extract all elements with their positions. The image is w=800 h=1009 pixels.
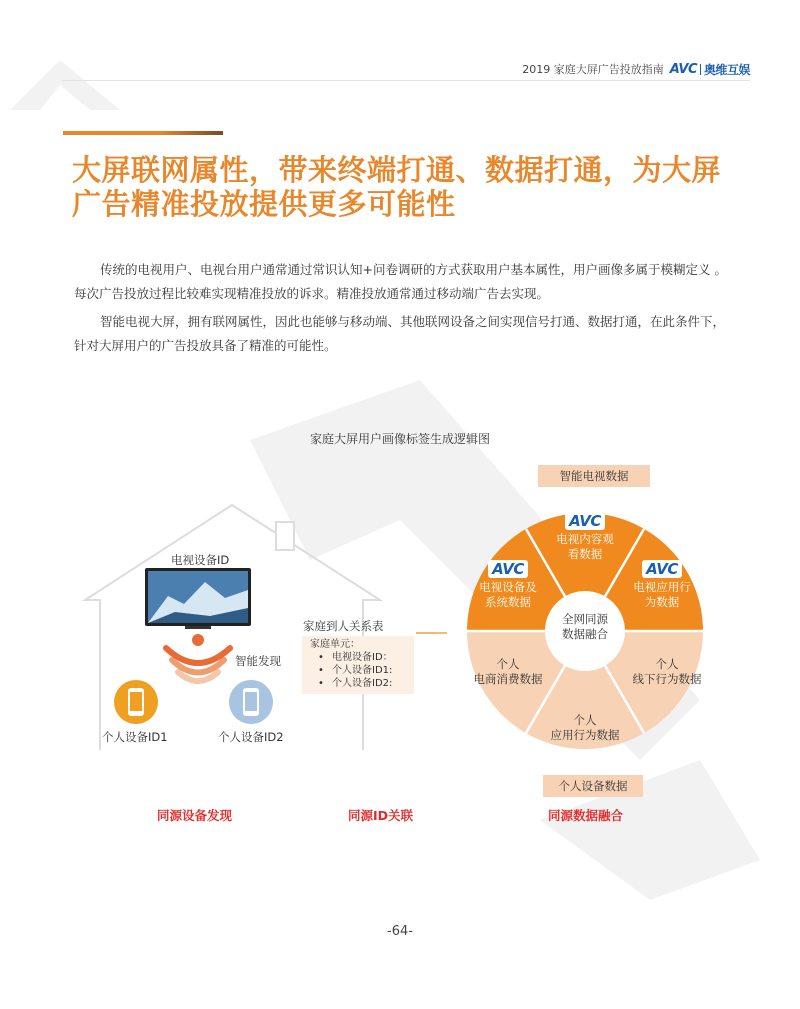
caption-data-fusion: 同源数据融合 [548, 808, 624, 823]
center-line-2: 数据融合 [562, 627, 608, 641]
segment-left-line2: 系统数据 [485, 595, 531, 609]
personal-data-tag: 个人设备数据 [543, 775, 643, 797]
header-text: 2019 家庭大屏广告投放指南 [522, 63, 664, 76]
phone-2-icon [229, 680, 273, 724]
segment-bottom-text [545, 713, 625, 743]
tv-device-label: 电视设备ID [171, 553, 230, 567]
segment-top-line1: 电视内容观 [556, 532, 614, 546]
avc-badge: AVC [488, 560, 528, 578]
relation-table-title: 家庭到人关系表 [303, 619, 384, 633]
page-title: 大屏联网属性，带来终端打通、数据打通，为大屏广告精准投放提供更多可能性 [72, 153, 722, 221]
relation-item: • 个人设备ID2: [310, 677, 410, 690]
relation-item: • 个人设备ID1: [310, 664, 410, 677]
segment-top-line2: 看数据 [567, 547, 603, 561]
segment-br-line2: 线下行为数据 [632, 672, 702, 686]
segment-right-line2: 为数据 [644, 595, 680, 609]
tv-data-tag: 智能电视数据 [538, 465, 650, 487]
relation-item: • 电视设备ID： [310, 651, 410, 664]
caption-id-association: 同源ID关联 [348, 808, 414, 823]
relation-table [302, 636, 414, 694]
segment-bl-text [468, 657, 548, 687]
segment-left-text [468, 560, 548, 610]
segment-br-text [627, 657, 707, 687]
body-paragraph-2: 智能电视大屏，拥有联网属性，因此也能够与移动端、其他联网设备之间实现信号打通、数据打通，在此条件下，针对大屏用户的广告投放具备了精准的可能性。 [74, 314, 726, 353]
house-chimney [276, 522, 294, 550]
logo-latin: AVC [669, 61, 697, 77]
segment-top-text [545, 512, 625, 562]
logo-chinese: 奥维互娱 [703, 62, 750, 77]
segment-bl-line2: 电商消费数据 [473, 672, 543, 686]
avc-badge: AVC [642, 560, 682, 578]
center-line-1: 全网同源 [562, 612, 608, 626]
relation-table-head: 家庭单元： [310, 639, 360, 650]
page-number: -64- [387, 924, 413, 939]
body-paragraph-1: 传统的电视用户、电视台用户通常通过常识认知+问卷调研的方式获取用户基本属性，用户画像多属于模糊定义 。每次广告投放过程比较难实现精准投放的诉求。精准投放通常通过移动端广告去实现。 [74, 262, 727, 301]
smart-discover-label: 智能发现 [235, 654, 281, 668]
phone-1-icon [114, 680, 158, 724]
segment-right-text [622, 560, 702, 610]
wheel-center-text [545, 612, 625, 642]
phone-2-label: 个人设备ID2 [218, 730, 284, 744]
segment-right-line1: 电视应用行 [633, 580, 691, 594]
segment-bottom-line1: 个人 [573, 713, 597, 727]
segment-left-line1: 电视设备及 [479, 580, 537, 594]
signal-waves-icon [166, 634, 230, 681]
segment-bl-line1: 个人 [496, 657, 520, 671]
segment-bottom-line2: 应用行为数据 [550, 728, 620, 742]
phone-1-label: 个人设备ID1 [102, 730, 168, 744]
caption-device-discovery: 同源设备发现 [157, 808, 233, 823]
tv-icon [145, 568, 251, 629]
segment-br-line1: 个人 [655, 657, 679, 671]
diagram-title: 家庭大屏用户画像标签生成逻辑图 [309, 432, 490, 446]
avc-badge: AVC [565, 512, 605, 530]
